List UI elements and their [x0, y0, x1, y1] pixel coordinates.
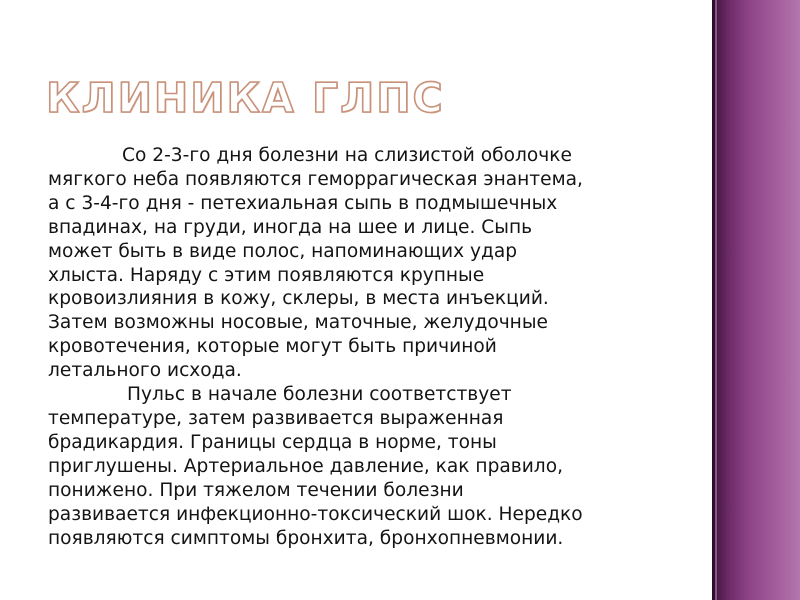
text-line: может быть в виде полос, напоминающих удар [48, 240, 518, 262]
text-line: приглушены. Артериальное давление, как правило, [48, 455, 563, 477]
text-line: впадинах, на груди, иногда на шее и лице. Сыпь [48, 216, 533, 238]
side-decorative-band [712, 0, 800, 600]
text-line: Со 2-3-го дня болезни на слизистой оболочке [122, 145, 572, 166]
text-line: появляются симптомы бронхита, бронхопневмонии. [48, 527, 564, 549]
text-line: Затем возможны носовые, маточные, желудочные [48, 312, 548, 334]
text-line: температуре, затем развивается выраженная [48, 407, 504, 429]
paragraph-clinical-signs [48, 144, 688, 383]
paragraph-cardiovascular [48, 383, 688, 550]
text-line: Пульс в начале болезни соответствует [127, 384, 512, 406]
text-line: мягкого неба появляются геморрагическая энантема, [48, 168, 583, 190]
text-line: понижено. При тяжелом течении болезни [48, 479, 464, 501]
text-line: кровотечения, которые могут быть причиной [48, 336, 497, 358]
slide-body [48, 144, 688, 550]
text-line: а с 3-4-го дня - петехиальная сыпь в подмышечных [48, 192, 558, 214]
text-line: кровоизлияния в кожу, склеры, в места инъекций. [48, 288, 549, 310]
slide-title: КЛИНИКА ГЛПС [46, 74, 445, 122]
text-line: летального исхода. [48, 360, 242, 382]
text-line: хлыста. Наряду с этим появляются крупные [48, 264, 485, 286]
text-line: развивается инфекционно-токсический шок. Нередко [48, 503, 583, 525]
text-line: брадикардия. Границы сердца в норме, тоны [48, 431, 497, 453]
